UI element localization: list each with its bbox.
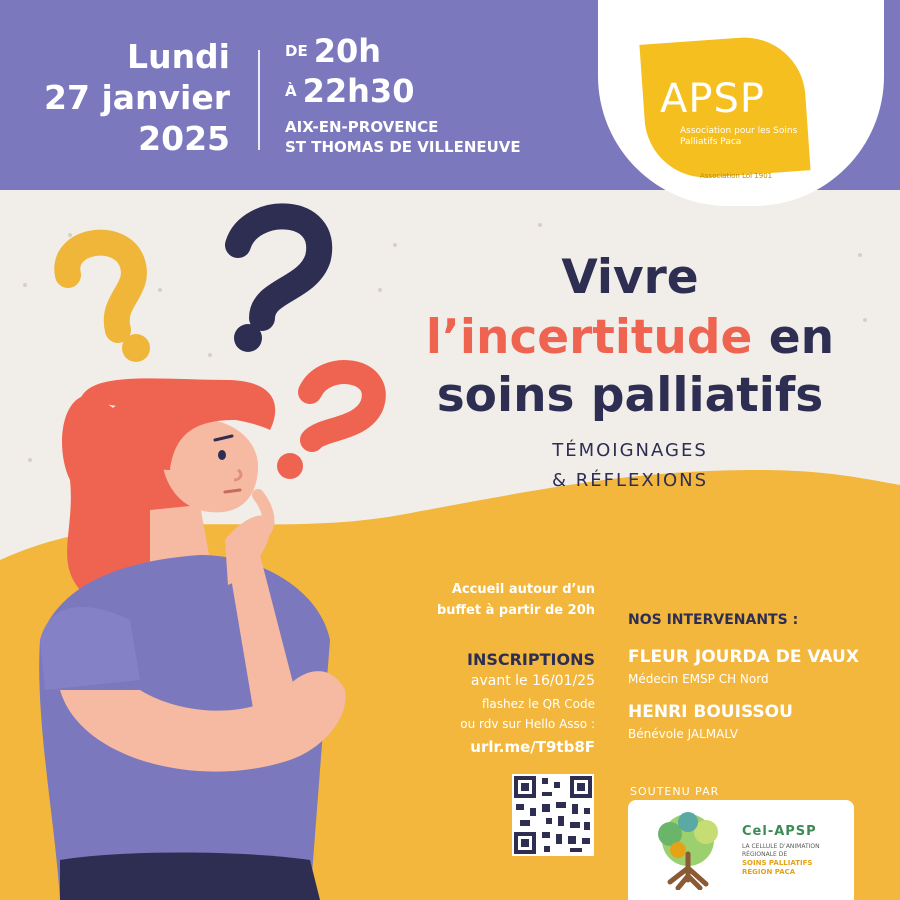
apsp-logo-subtitle: Association pour les Soins Palliatifs Paca (680, 126, 798, 147)
apsp-logo-note: Association Loi 1901 (700, 172, 773, 180)
inscriptions-deadline: avant le 16/01/25 (470, 673, 595, 689)
buffet-line-2: buffet à partir de 20h (436, 603, 595, 618)
title-line-1: Vivre (561, 250, 699, 305)
registration-url[interactable]: urlr.me/T9tb8F (470, 738, 595, 756)
speaker-2-role: Bénévole JALMALV (628, 727, 738, 741)
title-line-2-rest: en (752, 310, 835, 365)
support-label: SOUTENU PAR (630, 785, 720, 798)
thinking-woman-illustration (39, 378, 345, 900)
subtitle-line-2: & RÉFLEXIONS (551, 470, 709, 491)
speakers-heading: NOS INTERVENANTS : (628, 612, 799, 628)
buffet-line-1: Accueil autour d’un (451, 582, 595, 597)
coral-question-mark-icon (277, 372, 374, 479)
cel-apsp-highlight: SOINS PALLIATIFS RÉGION PACA (742, 859, 813, 876)
year: 2025 (138, 119, 230, 158)
event-date (20, 36, 230, 159)
qr-code[interactable] (512, 774, 594, 856)
start-time: DE 20h (285, 32, 382, 70)
subtitle-line-1: TÉMOIGNAGES (552, 440, 708, 461)
inscriptions-title: INSCRIPTIONS (467, 650, 595, 669)
qr-code-icon (512, 774, 594, 856)
cel-apsp-description: LA CELLULE D’ANIMATION RÉGIONALE DE (742, 843, 820, 858)
day-name: Lundi (127, 37, 230, 76)
day-month: 27 janvier (44, 78, 230, 117)
qr-instruction: flashez le QR Code (481, 697, 595, 711)
apsp-logo-text: APSP (660, 76, 765, 122)
navy-question-mark-icon (234, 216, 319, 352)
speaker-2-name: HENRI BOUISSOU (628, 702, 793, 722)
cel-apsp-tree-icon (648, 810, 728, 890)
hello-asso-instruction: ou rdv sur Hello Asso : (460, 717, 595, 731)
end-time: À 22h30 (285, 72, 415, 110)
venue: ST THOMAS DE VILLENEUVE (285, 138, 521, 156)
title-line-3: soins palliatifs (436, 368, 824, 423)
city: AIX-EN-PROVENCE (285, 118, 439, 136)
speaker-1-name: FLEUR JOURDA DE VAUX (628, 647, 859, 667)
cel-apsp-name: Cel-APSP (742, 824, 817, 839)
title-line-2 (380, 310, 880, 365)
header-divider (258, 50, 260, 150)
title-accent: l’incertitude (425, 310, 753, 365)
speaker-1-role: Médecin EMSP CH Nord (628, 672, 769, 686)
yellow-question-mark-icon (67, 243, 150, 362)
